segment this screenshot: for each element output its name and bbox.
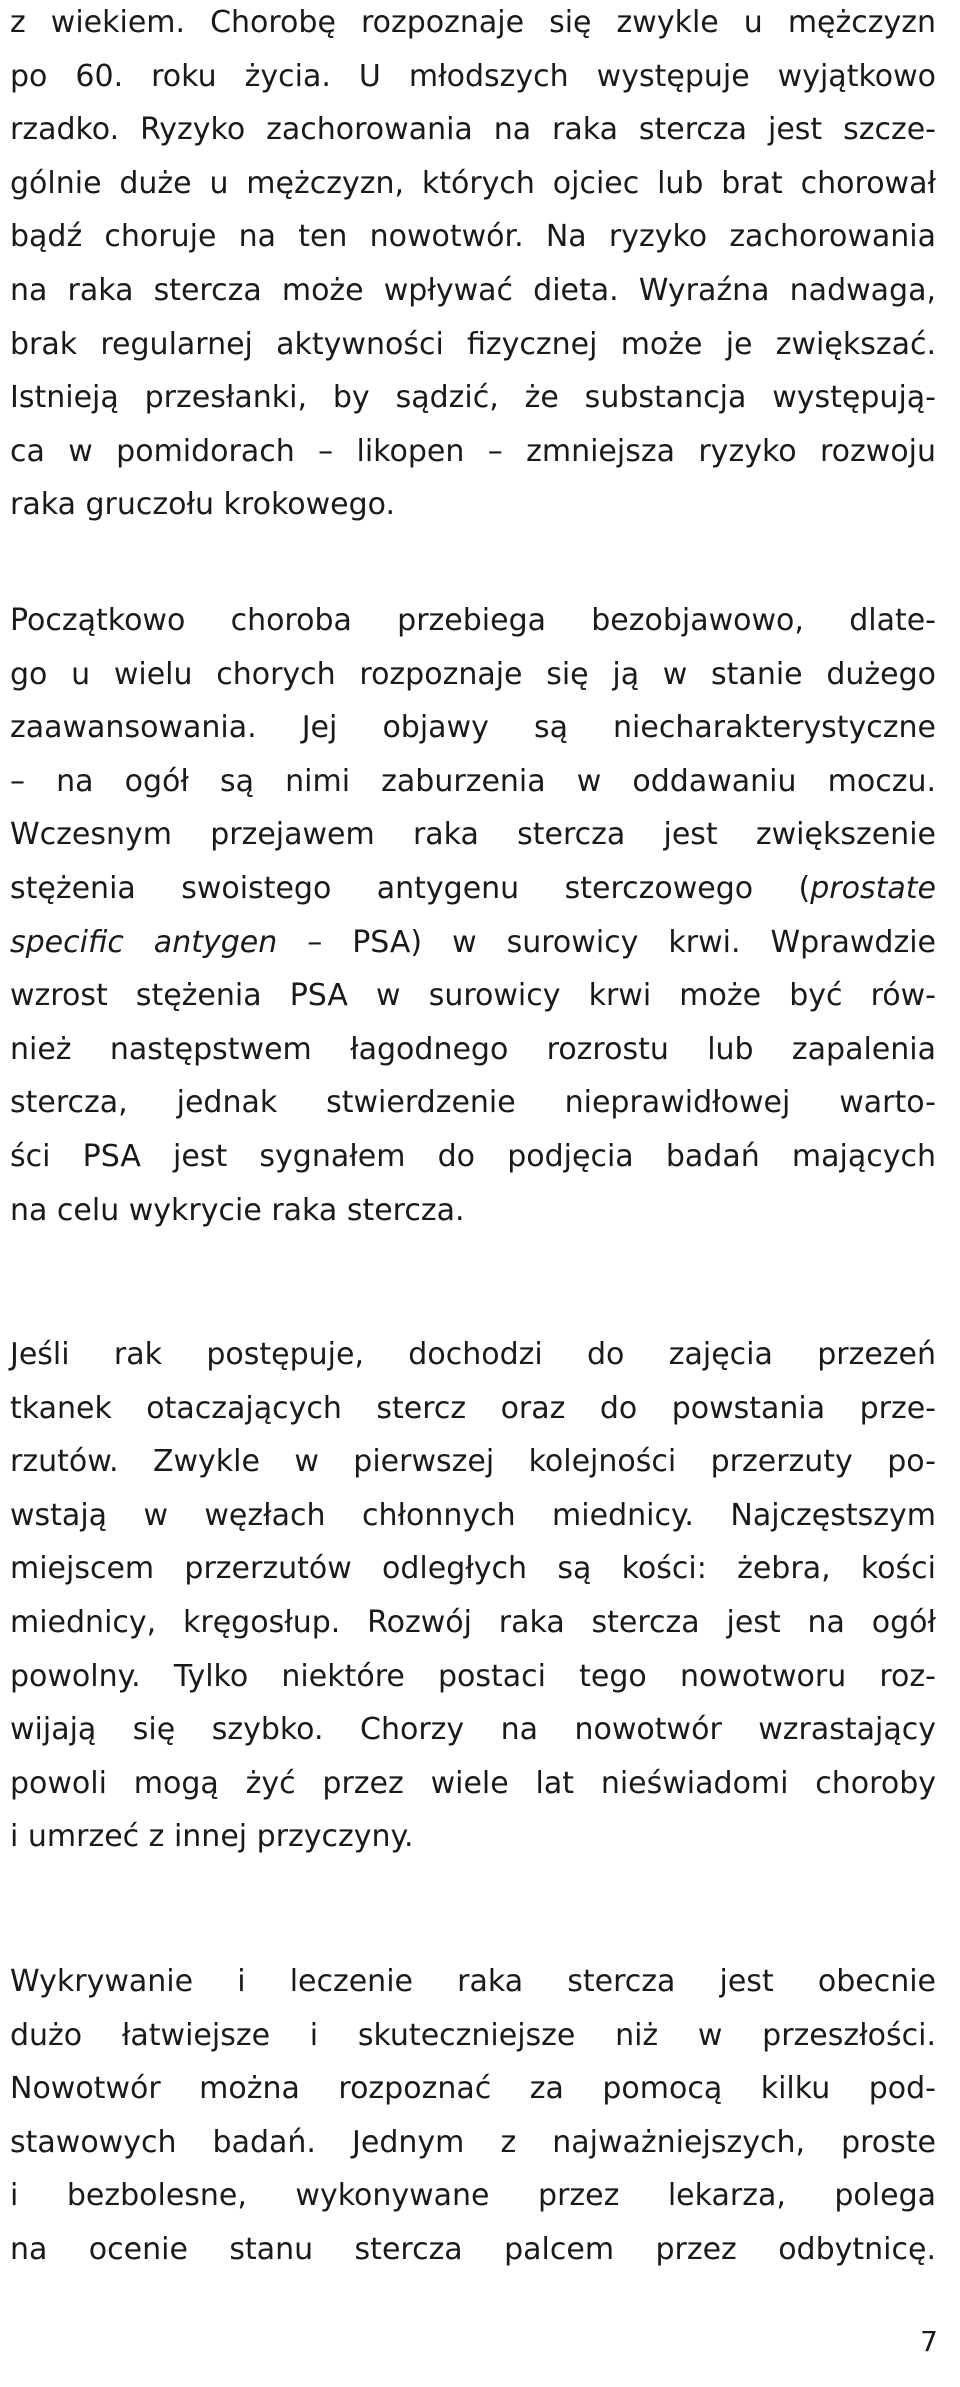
text-line: stercza, jednak stwierdzenie nieprawidłowej warto- bbox=[10, 1085, 936, 1121]
text-line: ca w pomidorach – likopen – zmniejsza ryzyko rozwoju bbox=[10, 433, 936, 469]
text-line: wstają w węzłach chłonnych miednicy. Najczęstszym bbox=[10, 1497, 936, 1533]
text-line: tkanek otaczających stercz oraz do powstania prze- bbox=[10, 1390, 936, 1426]
paragraph-risk-factors bbox=[10, 0, 936, 532]
text-line: miednicy, kręgosłup. Rozwój raka stercza jest na ogół bbox=[10, 1604, 936, 1640]
italic-term: specific antygen bbox=[10, 924, 278, 960]
page-number: 7 bbox=[920, 2325, 938, 2358]
text-line: powoli mogą żyć przez wiele lat nieświadomi choroby bbox=[10, 1765, 936, 1801]
text-line: Początkowo choroba przebiega bezobjawowo, dlate- bbox=[10, 603, 936, 638]
text-line: brak regularnej aktywności fizycznej może je zwiększać. bbox=[10, 326, 936, 362]
text-line: dużo łatwiejsze i skuteczniejsze niż w przeszłości. bbox=[10, 2017, 936, 2053]
text-line: po 60. roku życia. U młodszych występuje wyjątkowo bbox=[10, 58, 936, 94]
text-line: z wiekiem. Chorobę rozpoznaje się zwykle u mężczyzn bbox=[10, 5, 936, 40]
paragraph-detection bbox=[10, 1955, 936, 2277]
text-line: Jeśli rak postępuje, dochodzi do zajęcia przezeń bbox=[10, 1337, 936, 1372]
text-line: Istnieją przesłanki, by sądzić, że substancja występują- bbox=[10, 380, 936, 416]
text-line: rzutów. Zwykle w pierwszej kolejności przerzuty po- bbox=[10, 1444, 936, 1480]
text-line: na celu wykrycie raka stercza. bbox=[10, 1192, 465, 1228]
text-line: stawowych badań. Jednym z najważniejszych, proste bbox=[10, 2124, 936, 2160]
text-line: go u wielu chorych rozpoznaje się ją w stanie dużego bbox=[10, 656, 936, 692]
text-line: Wczesnym przejawem raka stercza jest zwiększenie bbox=[10, 817, 936, 853]
text-line: i bezbolesne, wykonywane przez lekarza, polega bbox=[10, 2178, 936, 2214]
text-line: – na ogół są nimi zaburzenia w oddawaniu moczu. bbox=[10, 763, 936, 799]
text-line: nież następstwem łagodnego rozrostu lub zapalenia bbox=[10, 1031, 936, 1067]
text-line: wijają się szybko. Chorzy na nowotwór wzrastający bbox=[10, 1712, 936, 1748]
text-line: bądź choruje na ten nowotwór. Na ryzyko zachorowania bbox=[10, 219, 936, 255]
text-line: ści PSA jest sygnałem do podjęcia badań mających bbox=[10, 1138, 936, 1174]
text-line: miejscem przerzutów odległych są kości: żebra, kości bbox=[10, 1551, 936, 1587]
text-line-with-italic: specific antygen – PSA) w surowicy krwi. Wprawdzie bbox=[10, 924, 937, 960]
paragraph-metastasis bbox=[10, 1328, 936, 1864]
text-line: na raka stercza może wpływać dieta. Wyraźna nadwaga, bbox=[10, 272, 936, 308]
text-line: rzadko. Ryzyko zachorowania na raka stercza jest szcze- bbox=[10, 112, 936, 148]
text-line: Nowotwór można rozpoznać za pomocą kilku pod- bbox=[10, 2071, 936, 2107]
text-line: zaawansowania. Jej objawy są niecharakterystyczne bbox=[10, 710, 936, 746]
text-line: gólnie duże u mężczyzn, których ojciec lub brat chorował bbox=[10, 165, 936, 201]
text-line: na ocenie stanu stercza palcem przez odbytnicę. bbox=[10, 2231, 936, 2267]
italic-term: prostate bbox=[810, 870, 936, 906]
text-line: raka gruczołu krokowego. bbox=[10, 487, 396, 523]
text-line: powolny. Tylko niektóre postaci tego nowotworu roz- bbox=[10, 1658, 936, 1694]
text-line: wzrost stężenia PSA w surowicy krwi może być rów- bbox=[10, 978, 936, 1014]
text-line: Wykrywanie i leczenie raka stercza jest obecnie bbox=[10, 1964, 936, 1999]
text-line-with-italic: stężenia swoistego antygenu sterczowego (prostate bbox=[10, 870, 936, 906]
paragraph-symptoms bbox=[10, 594, 936, 1237]
text-line: i umrzeć z innej przyczyny. bbox=[10, 1819, 414, 1855]
